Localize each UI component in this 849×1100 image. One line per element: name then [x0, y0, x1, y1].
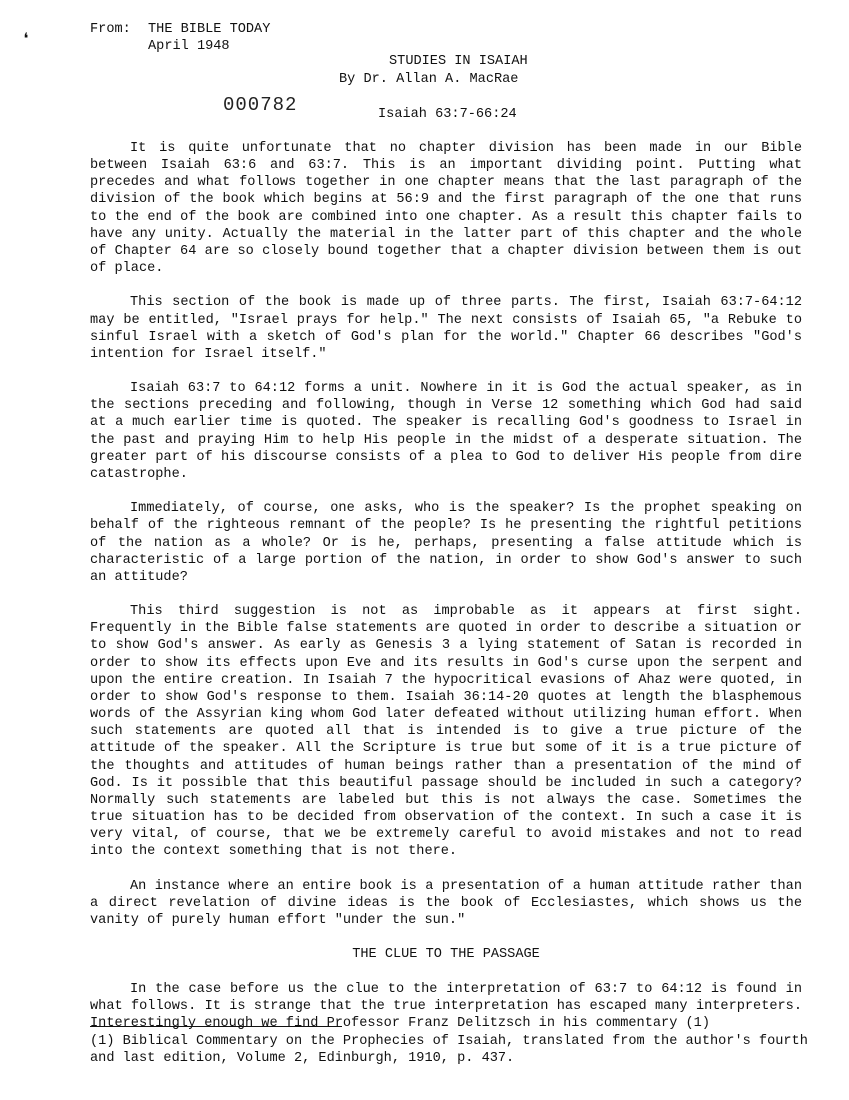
article-title: STUDIES IN ISAIAH: [389, 54, 528, 69]
body-paragraph: Immediately, of course, one asks, who is the speaker? Is the prophet speaking on behalf of the righteous remnant of the people? Is he presenting the rightful petitions of the nation as a whole? Or is he, perhaps, presenting a false attitude which is characteristic of a large portion of the nation, in order to show God's answer to such an attitude?: [90, 501, 802, 585]
body-paragraph: Isaiah 63:7 to 64:12 forms a unit. Nowhere in it is God the actual speaker, as in the sections preceding and following, though in Verse 12 something which God had said at a much earlier time is quoted. The speaker is recalling God's goodness to Israel in the past and praying Him to help His people in the midst of a desperate situation. The greater part of his discourse consists of a plea to God to deliver His people from dire catastrophe.: [90, 381, 802, 482]
from-label: From:: [90, 22, 131, 37]
article-author: By Dr. Allan A. MacRae: [339, 72, 519, 87]
document-number-stamp: 000782: [223, 94, 298, 116]
margin-mark: ❛: [20, 31, 33, 54]
article-body: [90, 140, 802, 1049]
body-paragraph: In the case before us the clue to the interpretation of 63:7 to 64:12 is found in what follows. It is strange that the true interpretation has escaped many interpreters. Interestingly enough we find Professor Franz Delitzsch in his commentary (1): [90, 981, 802, 1031]
scripture-reference: Isaiah 63:7-66:24: [378, 107, 517, 122]
body-paragraph: This section of the book is made up of three parts. The first, Isaiah 63:7-64:12 may be entitled, "Israel prays for help." The next consists of Isaiah 65, "a Rebuke to sinful Israel with a sketch of God's plan for the world." Chapter 66 describes "God's intention for Israel itself.": [90, 295, 802, 362]
body-paragraph: This third suggestion is not as improbable as it appears at first sight. Frequently in the Bible false statements are quoted in order to describe a situation or to show God's answer. As early as Genesis 3 a lying statement of Satan is recorded in order to show its effects upon Eve and its results in God's curse upon the serpent and upon the entire creation. In Isaiah 7 the hypocritical evasions of Ahaz were quoted, in order to show God's response to them. Isaiah 36:14-20 quotes at length the blasphemous words of the Assyrian king whom God later defeated without utilizing human effort. When such statements are quoted all that is intended is to give a true picture of the attitude of the speaker. All the Scripture is true but some of it is a true picture of the thoughts and attitudes of human beings rather than a presentation of the mind of God. Is it possible that this beautiful passage should be included in such a category? Normally such statements are labeled but this is not always the case. Sometimes the true situation has to be decided from observation of the context. In such a case it is very vital, of course, that we be extremely careful to avoid mistakes and not to read into the context something that is not there.: [90, 604, 802, 860]
source-publication: THE BIBLE TODAY: [148, 22, 271, 37]
footnote: (1) Biblical Commentary on the Prophecies of Isaiah, translated from the author's fourth and last edition, Volume 2, Edinburgh, 1910, p. 437.: [90, 1034, 808, 1066]
section-heading: THE CLUE TO THE PASSAGE: [352, 947, 540, 963]
footnote-divider: [90, 1026, 342, 1027]
body-paragraph: An instance where an entire book is a presentation of a human attitude rather than a direct revelation of divine ideas is the book of Ecclesiastes, which shows us the vanity of purely human effort "under the sun.": [90, 878, 802, 928]
publication-date: April 1948: [148, 39, 230, 54]
body-paragraph: It is quite unfortunate that no chapter division has been made in our Bible between Isaiah 63:6 and 63:7. This is an important dividing point. Putting what precedes and what follows together in one chapter means that the last paragraph of the division of the book which begins at 56:9 and the first paragraph of the one that runs to the end of the book are combined into one chapter. As a result this chapter fails to have any unity. Actually the material in the latter part of this chapter and the whole of Chapter 64 are so closely bound together that a chapter division between them is out of place.: [90, 141, 802, 277]
